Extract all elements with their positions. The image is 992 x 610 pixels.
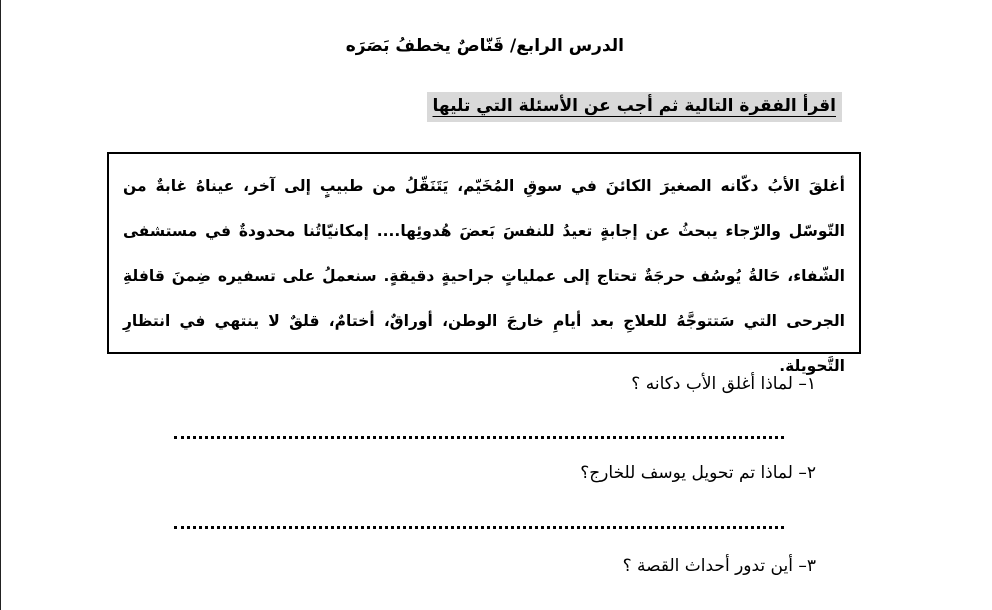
lesson-title: الدرس الرابع/ قَنّاصٌ يخطفُ بَصَرَه	[345, 36, 624, 56]
passage-box	[107, 152, 861, 375]
passage-text: أغلقَ الأبُ دكّانه الصغيرَ الكائنَ في سوقِ المُخَيّم، يَتَنَقّلُ من طبيبٍ إلى آخر، عيناهُ غابةٌ من التّوسّل والرّجاء يبحثُ عن إجابةٍ تعيدُ للنفسَ بَعضَ هُدوئِها.... إمكانيّاتُنا محدودةٌ في مستشفى الشّفاء، حَالةُ يُوسُف حرجَةٌ تحتاج إلى عملياتٍ جراحيةٍ دقيقةٍ. سنعملُ على تسفيره ضِمنَ قافلةِ الجرحى التي سَتتوجَّهُ للعلاجِ بعد أيامِ خارجَ الوطن، أوراقٌ، أختامٌ، قلقٌ لا ينتهي في انتظارِ التَّحويلة.	[123, 177, 845, 375]
answer-line-2[interactable]	[174, 516, 784, 529]
answer-line-1[interactable]	[174, 426, 784, 439]
instruction-heading: اقرأ الفقرة التالية ثم أجب عن الأسئلة التي تليها	[427, 92, 842, 122]
question-2: ٢– لماذا تم تحويل يوسف للخارج؟	[580, 463, 816, 483]
question-3: ٣– أين تدور أحداث القصة ؟	[622, 556, 816, 576]
page-edge	[0, 0, 1, 610]
question-1: ١– لماذا أغلق الأب دكانه ؟	[631, 374, 816, 394]
